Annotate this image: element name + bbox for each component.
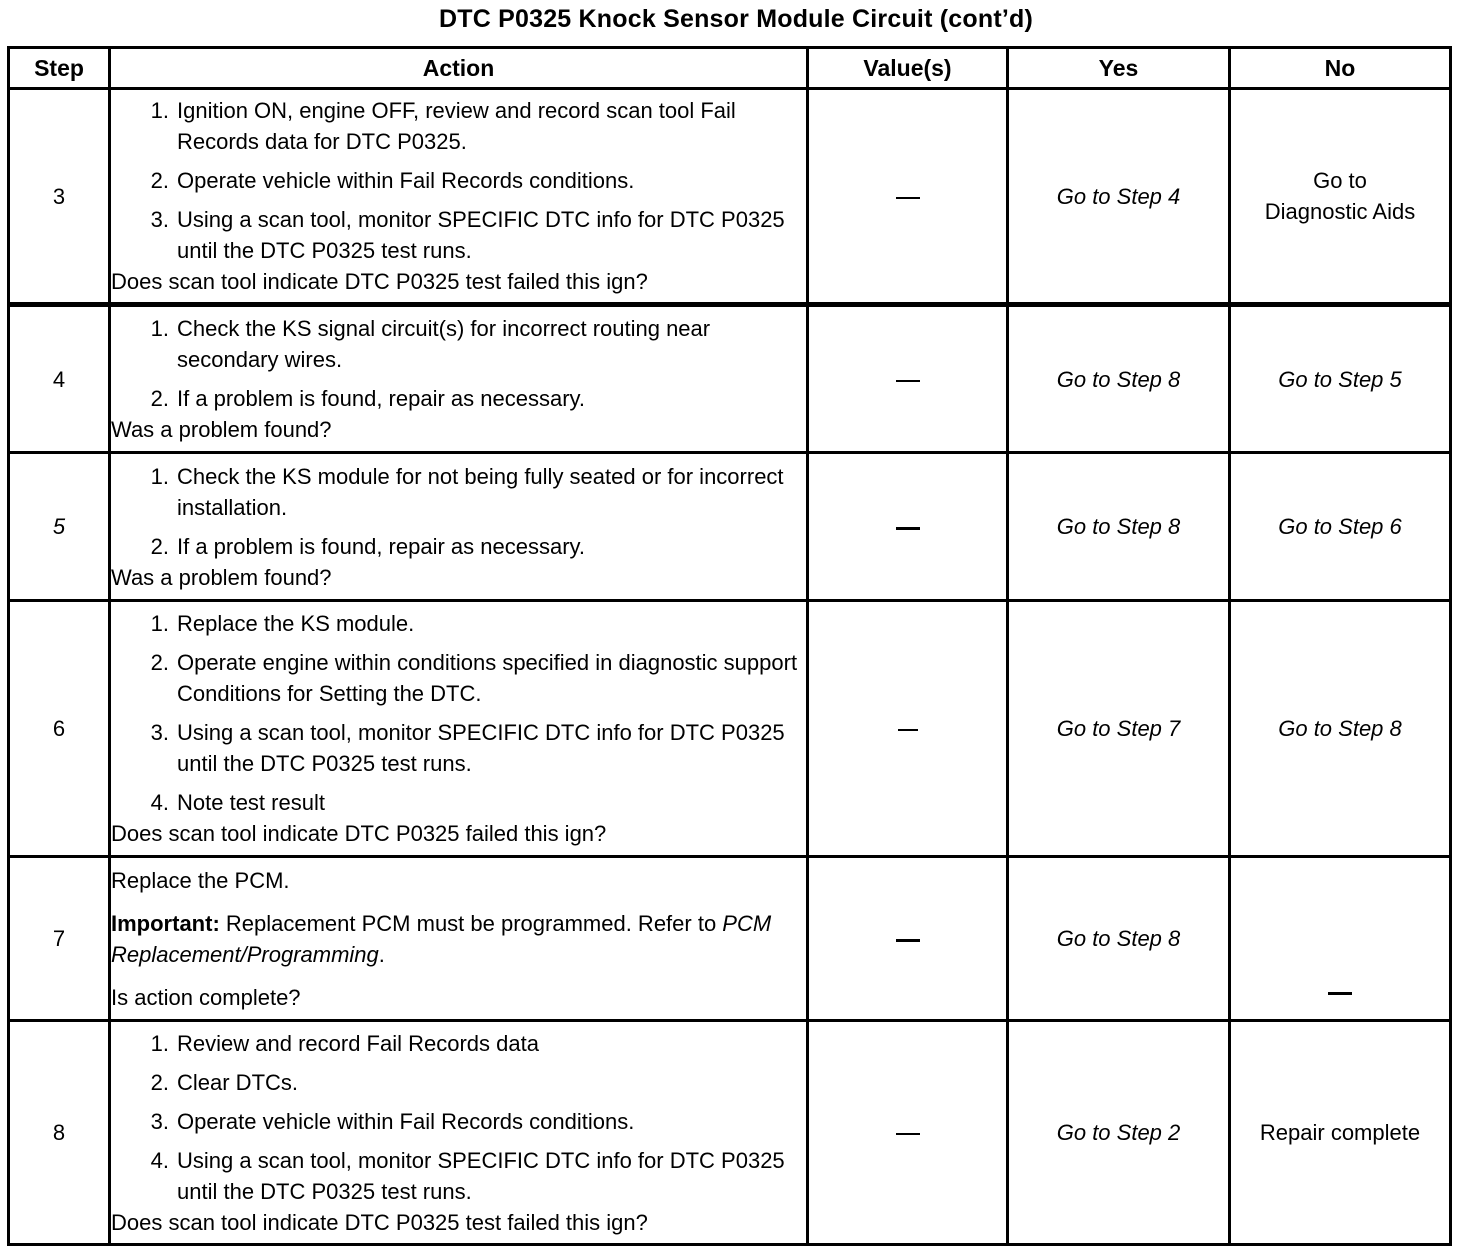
action-cell — [110, 1021, 808, 1245]
action-item: 2. Clear DTCs. — [111, 1067, 806, 1098]
step-number: 6 — [9, 601, 110, 857]
action-item: 3. Operate vehicle within Fail Records conditions. — [111, 1106, 806, 1137]
item-number: 1. — [150, 316, 169, 341]
item-number: 2. — [150, 1069, 169, 1095]
action-question: Was a problem found? — [111, 564, 332, 590]
table-row — [9, 857, 1451, 1021]
action-item: 1. Replace the KS module. — [111, 608, 806, 639]
table-row — [9, 1021, 1451, 1245]
value-cell — [808, 601, 1008, 857]
item-number: 1. — [150, 463, 169, 489]
action-cell — [110, 453, 808, 601]
action-item: 1. Check the KS module for not being fully seated or for incorrect installation. — [111, 461, 806, 523]
dash-mark — [896, 1133, 920, 1135]
no-cell — [1230, 857, 1451, 1021]
header-step: Step — [9, 48, 110, 89]
item-number: 1. — [150, 611, 169, 636]
action-question: Does scan tool indicate DTC P0325 failed this ign? — [111, 821, 607, 846]
yes-cell: Go to Step 4 — [1008, 89, 1230, 305]
item-number: 1. — [150, 98, 169, 123]
no-cell: Go to Step 6 — [1230, 453, 1451, 601]
action-item: 1. Ignition ON, engine OFF, review and record scan tool Fail Records data for DTC P0325. — [111, 95, 806, 157]
action-cell — [110, 89, 808, 305]
important-label: Important: — [111, 910, 220, 936]
item-number: 2. — [150, 386, 169, 411]
action-question: Was a problem found? — [111, 417, 332, 442]
item-number: 2. — [150, 650, 169, 675]
action-cell — [110, 857, 808, 1021]
yes-cell: Go to Step 8 — [1008, 857, 1230, 1021]
action-item: 2. Operate engine within conditions specified in diagnostic support Conditions for Setting the DTC. — [111, 647, 806, 709]
action-item: 2. Operate vehicle within Fail Records conditions. — [111, 165, 806, 196]
dash-mark — [1328, 992, 1352, 995]
action-question: Is action complete? — [111, 984, 301, 1010]
item-number: 3. — [150, 720, 169, 745]
header-yes: Yes — [1008, 48, 1230, 89]
table-header-row — [9, 48, 1451, 89]
dash-mark — [896, 527, 920, 530]
action-question: Does scan tool indicate DTC P0325 test failed this ign? — [111, 269, 648, 294]
header-action: Action — [110, 48, 808, 89]
value-cell — [808, 857, 1008, 1021]
item-number: 3. — [150, 207, 169, 232]
page-title: DTC P0325 Knock Sensor Module Circuit (cont’d) — [438, 5, 1033, 33]
no-cell: Repair complete — [1230, 1021, 1451, 1245]
item-number: 2. — [150, 168, 169, 193]
table-row — [9, 601, 1451, 857]
dash-mark — [896, 197, 920, 199]
yes-cell: Go to Step 8 — [1008, 453, 1230, 601]
value-cell — [808, 89, 1008, 305]
header-values: Value(s) — [808, 48, 1008, 89]
step-number: 5 — [9, 453, 110, 601]
reference-link-text: PCM Replacement/Programming — [111, 910, 772, 967]
yes-cell: Go to Step 7 — [1008, 601, 1230, 857]
step-number: 4 — [9, 305, 110, 453]
dash-mark — [896, 939, 920, 942]
value-cell — [808, 1021, 1008, 1245]
item-number: 3. — [150, 1108, 169, 1134]
step-number: 7 — [9, 857, 110, 1021]
no-cell: Go to Diagnostic Aids — [1230, 89, 1451, 305]
yes-cell: Go to Step 8 — [1008, 305, 1230, 453]
action-item: 4. Note test result — [111, 787, 806, 818]
table-row — [9, 305, 1451, 453]
item-number: 1. — [150, 1030, 169, 1056]
step-number: 8 — [9, 1021, 110, 1245]
action-cell — [110, 305, 808, 453]
dash-mark — [896, 380, 920, 382]
action-item: 2. If a problem is found, repair as necessary. — [111, 531, 806, 562]
table-row — [9, 89, 1451, 305]
no-cell: Go to Step 5 — [1230, 305, 1451, 453]
item-number: 2. — [150, 533, 169, 559]
value-cell — [808, 453, 1008, 601]
no-cell: Go to Step 8 — [1230, 601, 1451, 857]
header-no: No — [1230, 48, 1451, 89]
yes-cell: Go to Step 2 — [1008, 1021, 1230, 1245]
table-row — [9, 453, 1451, 601]
action-item: 2. If a problem is found, repair as necessary. — [111, 383, 806, 414]
action-item: 1. Check the KS signal circuit(s) for incorrect routing near secondary wires. — [111, 313, 806, 375]
action-item: 3. Using a scan tool, monitor SPECIFIC DTC info for DTC P0325 until the DTC P0325 test runs. — [111, 204, 806, 266]
item-number: 4. — [150, 1147, 169, 1173]
action-item: 1. Review and record Fail Records data — [111, 1028, 806, 1059]
action-paragraph: Replace the PCM. — [111, 867, 290, 893]
action-item: 4. Using a scan tool, monitor SPECIFIC DTC info for DTC P0325 until the DTC P0325 test runs. — [111, 1145, 806, 1207]
action-cell — [110, 601, 808, 857]
dash-mark — [898, 729, 918, 731]
action-question: Does scan tool indicate DTC P0325 test failed this ign? — [111, 1209, 648, 1235]
value-cell — [808, 305, 1008, 453]
important-note: Important: Replacement PCM must be programmed. Refer to PCM Replacement/Programming. — [111, 910, 772, 967]
step-number: 3 — [9, 89, 110, 305]
item-number: 4. — [150, 790, 169, 815]
diagnostic-table — [7, 46, 1452, 1246]
action-item: 3. Using a scan tool, monitor SPECIFIC DTC info for DTC P0325 until the DTC P0325 test runs. — [111, 717, 806, 779]
